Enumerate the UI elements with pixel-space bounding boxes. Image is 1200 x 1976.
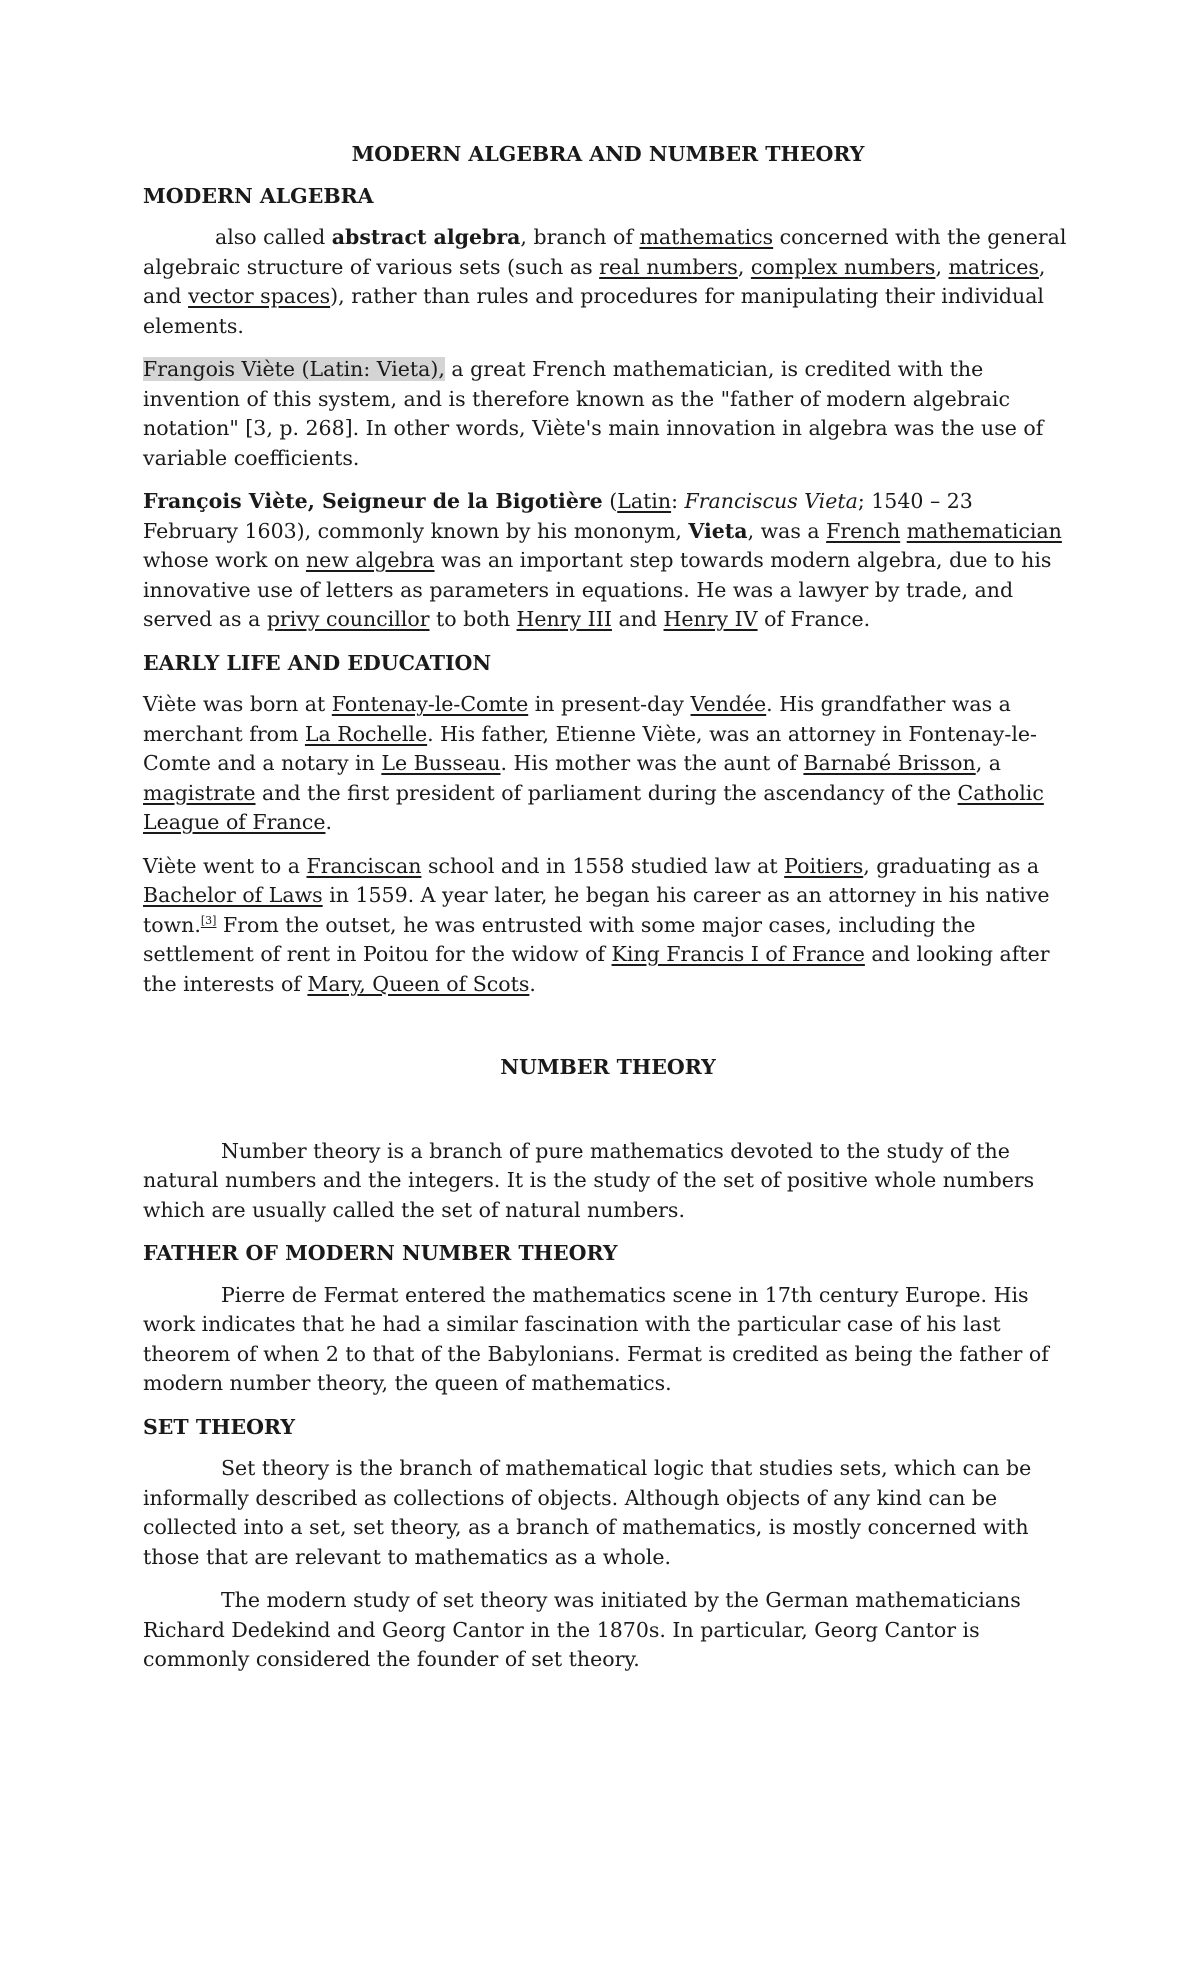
link-barnabe-brisson[interactable]: Barnabé Brisson [803,751,976,775]
text-run: concerned with the general algebraic structure of various sets (such as [143,225,1067,279]
bold-term: François Viète, Seigneur de la Bigotière [143,489,603,513]
link-mathematician[interactable]: mathematician [906,518,1062,543]
text-run: and [611,607,664,631]
highlighted-text: Frangois Viète (Latin: Vieta), [143,357,445,381]
link-privy-councillor[interactable]: privy councillor [266,607,430,631]
paragraph-viete-invention [143,355,1073,473]
document-title: MODERN ALGEBRA AND NUMBER THEORY [351,142,865,166]
link-poitiers[interactable]: Poitiers [784,853,864,878]
heading-number-theory: NUMBER THEORY [500,1055,716,1079]
text-run: also called [215,225,332,249]
link-mathematics[interactable]: mathematics [639,225,774,249]
text-run: ), rather than rules and procedures for manipulating their individual elements. [143,284,1044,338]
link-henry-iv[interactable]: Henry IV [663,607,758,631]
text-run: in present-day [528,692,691,716]
link-le-busseau[interactable]: Le Busseau [381,751,501,775]
text-run: . His grandfather was a merchant from [143,692,1011,746]
text-run: ( [602,489,618,513]
text-run: was an important step towards modern algebra, due to his innovative use of letters as parameters in equations. He was a lawyer by trade, and served as a [143,548,1052,631]
italic-term: Franciscus Vieta [684,489,858,513]
link-french[interactable]: French [826,518,901,543]
heading-set-theory: SET THEORY [143,1414,295,1439]
text-run: , was a [747,518,827,543]
paragraph-viete-bio [143,487,1073,635]
text-run: , graduating as a [863,853,1040,878]
heading-modern-algebra: MODERN ALGEBRA [143,183,374,208]
paragraph-number-theory: Number theory is a branch of pure mathematics devoted to the study of the natural numbers and the integers. It is the study of the set of positive whole numbers which are usually called the set of natural numbers. [143,1138,1035,1222]
text-run: . [529,971,536,996]
spacer [143,1095,1073,1137]
link-new-algebra[interactable]: new algebra [305,548,435,572]
paragraph-education [143,852,1073,1000]
heading-father-number-theory: FATHER OF MODERN NUMBER THEORY [143,1241,618,1265]
text-run: ; 1540 – 23 February 1603), commonly known by his mononym, [143,489,973,543]
text-run: and the first president of parliament during the ascendancy of the [255,780,958,805]
link-mary-queen-of-scots[interactable]: Mary, Queen of Scots [307,971,530,996]
footnote-link[interactable]: [3] [200,913,217,927]
link-henry-iii[interactable]: Henry III [516,607,612,631]
text-run: . His mother was the aunt of [500,751,804,775]
spacer [143,1013,1073,1053]
paragraph-set-theory: Set theory is the branch of mathematical logic that studies sets, which can be informally described as collections of objects. Although objects of any kind can be collected into a set, set theory, as a branch of mathematics, is mostly concerned with those that are relevant to mathematics as a whole. [143,1456,1032,1569]
bold-term: abstract algebra [331,225,521,249]
text-run: , a [975,751,1001,775]
text-run: school and in 1558 studied law at [421,853,785,878]
text-run: in 1559. A year later, he began his career as an attorney in his native town. [143,883,1050,937]
paragraph-birth [143,690,1073,838]
text-run: whose work on [143,548,306,572]
paragraph-fermat: Pierre de Fermat entered the mathematics scene in 17th century Europe. His work indicates that he had a similar fascination with the particular case of his last theorem of when 2 to that of the Babylonians. Fermat is credited as being the father of modern number theory, the queen of mathematics. [143,1282,1049,1395]
paragraph-abstract-algebra [143,223,1073,341]
link-latin[interactable]: Latin [617,489,672,513]
link-catholic-league[interactable]: Catholic League of France [143,780,1044,834]
bold-term: Vieta [688,518,748,543]
link-franciscan[interactable]: Franciscan [306,853,422,878]
text-run: Viète went to a [143,853,307,878]
heading-early-life: EARLY LIFE AND EDUCATION [143,650,492,675]
link-vector-spaces[interactable]: vector spaces [188,284,331,308]
link-fontenay-le-comte[interactable]: Fontenay-le-Comte [331,692,529,716]
text-run: . His father, Etienne Viète, was an attorney in Fontenay-le-Comte and a notary in [143,721,1037,775]
paragraph-set-theory-history: The modern study of set theory was initiated by the German mathematicians Richard Dedekind and Georg Cantor in the 1870s. In particular, Georg Cantor is commonly considered the founder of set theory. [143,1588,1021,1671]
text-run: , and [143,254,1046,308]
text-run: : [671,489,685,513]
text-run: a great French mathematician, is credited with the invention of this system, and is therefore known as the "father of modern algebraic notation" [3, p. 268]. In other words, Viète's main innovation in algebra was the use of variable coefficients. [143,357,1044,470]
link-real-numbers[interactable]: real numbers [599,254,738,279]
document-body [143,140,1073,1689]
link-king-francis-i[interactable]: King Francis I of France [611,942,865,966]
link-matrices[interactable]: matrices [948,254,1039,279]
link-vendee[interactable]: Vendée [690,692,767,716]
link-bachelor-of-laws[interactable]: Bachelor of Laws [143,883,323,907]
link-complex-numbers[interactable]: complex numbers [750,254,936,279]
text-run: , [737,254,751,279]
text-run: , branch of [520,225,640,249]
text-run: From the outset, he was entrusted with some major cases, including the settlement of rent in Poitou for the widow of [143,912,976,966]
text-run: to both [429,607,517,631]
text-run: . [325,810,332,834]
text-run: of France. [757,607,871,631]
text-run: and looking after the interests of [143,942,1050,996]
text-run: , [935,254,949,279]
link-magistrate[interactable]: magistrate [143,780,256,805]
text-run: Viète was born at [143,692,332,716]
link-la-rochelle[interactable]: La Rochelle [304,721,428,746]
